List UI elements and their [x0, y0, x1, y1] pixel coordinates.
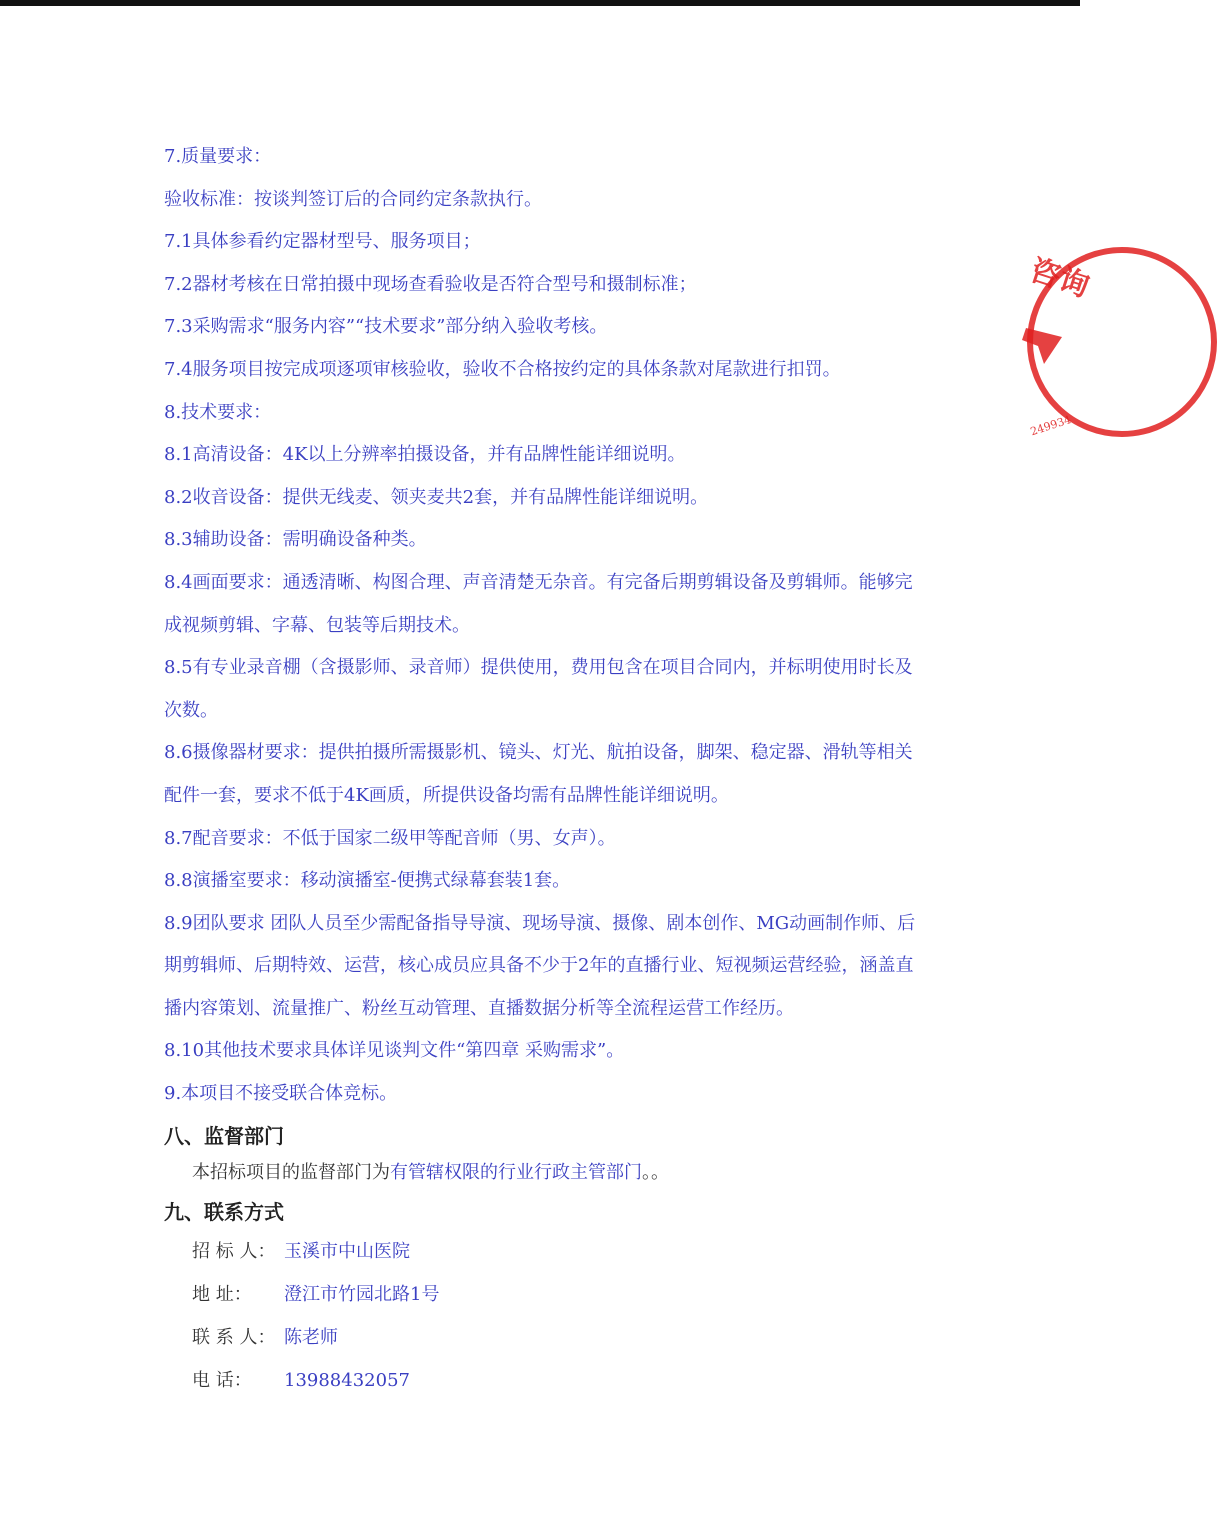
item-8-8: 8.8演播室要求：移动演播室-便携式绿幕套装1套。: [164, 870, 571, 892]
item-8-3: 8.3辅助设备：需明确设备种类。: [164, 529, 427, 551]
item-8-4: 8.4画面要求：通透清晰、构图合理、声音清楚无杂音。有完备后期剪辑设备及剪辑师。能够完成视频剪辑、字幕、包装等后期技术。: [164, 571, 913, 636]
item-8-10: 8.10其他技术要求具体详见谈判文件“第四章 采购需求”。: [164, 1040, 625, 1062]
supervision-suffix: 。。: [642, 1161, 669, 1183]
seal-text-bottom: 249934: [1028, 413, 1073, 439]
item-8-9: 8.9团队要求 团队人员至少需配备指导导演、现场导演、摄像、剧本创作、MG动画制作师、后期剪辑师、后期特效、运营，核心成员应具备不少于2年的直播行业、短视频运营经验，涵盖直播内容策划、流量推广、粉丝互动管理、直播数据分析等全流程运营工作经历。: [164, 912, 916, 1019]
section-9-heading: 九、联系方式: [164, 1199, 284, 1224]
item-7-3: 7.3采购需求“服务内容”“技术要求”部分纳入验收考核。: [164, 316, 608, 338]
item-8-5: 8.5有专业录音棚（含摄影师、录音师）提供使用，费用包含在项目合同内，并标明使用时长及次数。: [164, 657, 913, 721]
item-7-2: 7.2器材考核在日常拍摄中现场查看验收是否符合型号和摄制标准；: [164, 273, 697, 295]
top-border: [0, 0, 1080, 6]
contact-label: 电 话：: [192, 1369, 252, 1391]
document-body: [164, 136, 924, 1402]
official-seal-stamp: [1022, 242, 1142, 442]
item-8-2: 8.2收音设备：提供无线麦、领夹麦共2套，并有品牌性能详细说明。: [164, 486, 709, 508]
item-9: 9.本项目不接受联合体竞标。: [164, 1083, 398, 1105]
seal-text-top: 咨询: [1025, 252, 1094, 305]
supervision-text: [164, 1154, 924, 1192]
seal-graphic: [1022, 242, 1222, 442]
contact-row-tenderer: [164, 1230, 924, 1273]
acceptance-standard: 验收标准：按谈判签订后的合同约定条款执行。: [164, 188, 542, 210]
contact-value: 13988432057: [284, 1369, 410, 1391]
contact-value: 澄江市竹园北路1号: [284, 1283, 440, 1305]
item-7-4: 7.4服务项目按完成项逐项审核验收，验收不合格按约定的具体条款对尾款进行扣罚。: [164, 358, 841, 380]
contact-row-phone: [164, 1359, 924, 1402]
supervision-prefix: 本招标项目的监督部门为: [192, 1161, 390, 1183]
tech-heading: 8.技术要求：: [164, 401, 272, 423]
contact-row-address: [164, 1273, 924, 1316]
supervision-department: 有管辖权限的行业行政主管部门: [390, 1161, 642, 1183]
item-8-1: 8.1高清设备：4K以上分辨率拍摄设备，并有品牌性能详细说明。: [164, 444, 686, 466]
contact-value: 陈老师: [284, 1326, 338, 1348]
item-8-6: 8.6摄像器材要求：提供拍摄所需摄影机、镜头、灯光、航拍设备，脚架、稳定器、滑轨等相关配件一套，要求不低于4K画质，所提供设备均需有品牌性能详细说明。: [164, 742, 913, 806]
contact-value: 玉溪市中山医院: [284, 1240, 410, 1262]
quality-heading: 7.质量要求：: [164, 146, 272, 167]
contact-label: 地 址：: [192, 1283, 252, 1305]
item-8-7: 8.7配音要求：不低于国家二级甲等配音师（男、女声）。: [164, 827, 616, 849]
contact-label: 招 标 人：: [192, 1240, 276, 1262]
contact-row-person: [164, 1316, 924, 1359]
contact-label: 联 系 人：: [192, 1326, 276, 1348]
section-8-heading: 八、监督部门: [164, 1123, 284, 1148]
item-7-1: 7.1具体参看约定器材型号、服务项目；: [164, 231, 481, 253]
